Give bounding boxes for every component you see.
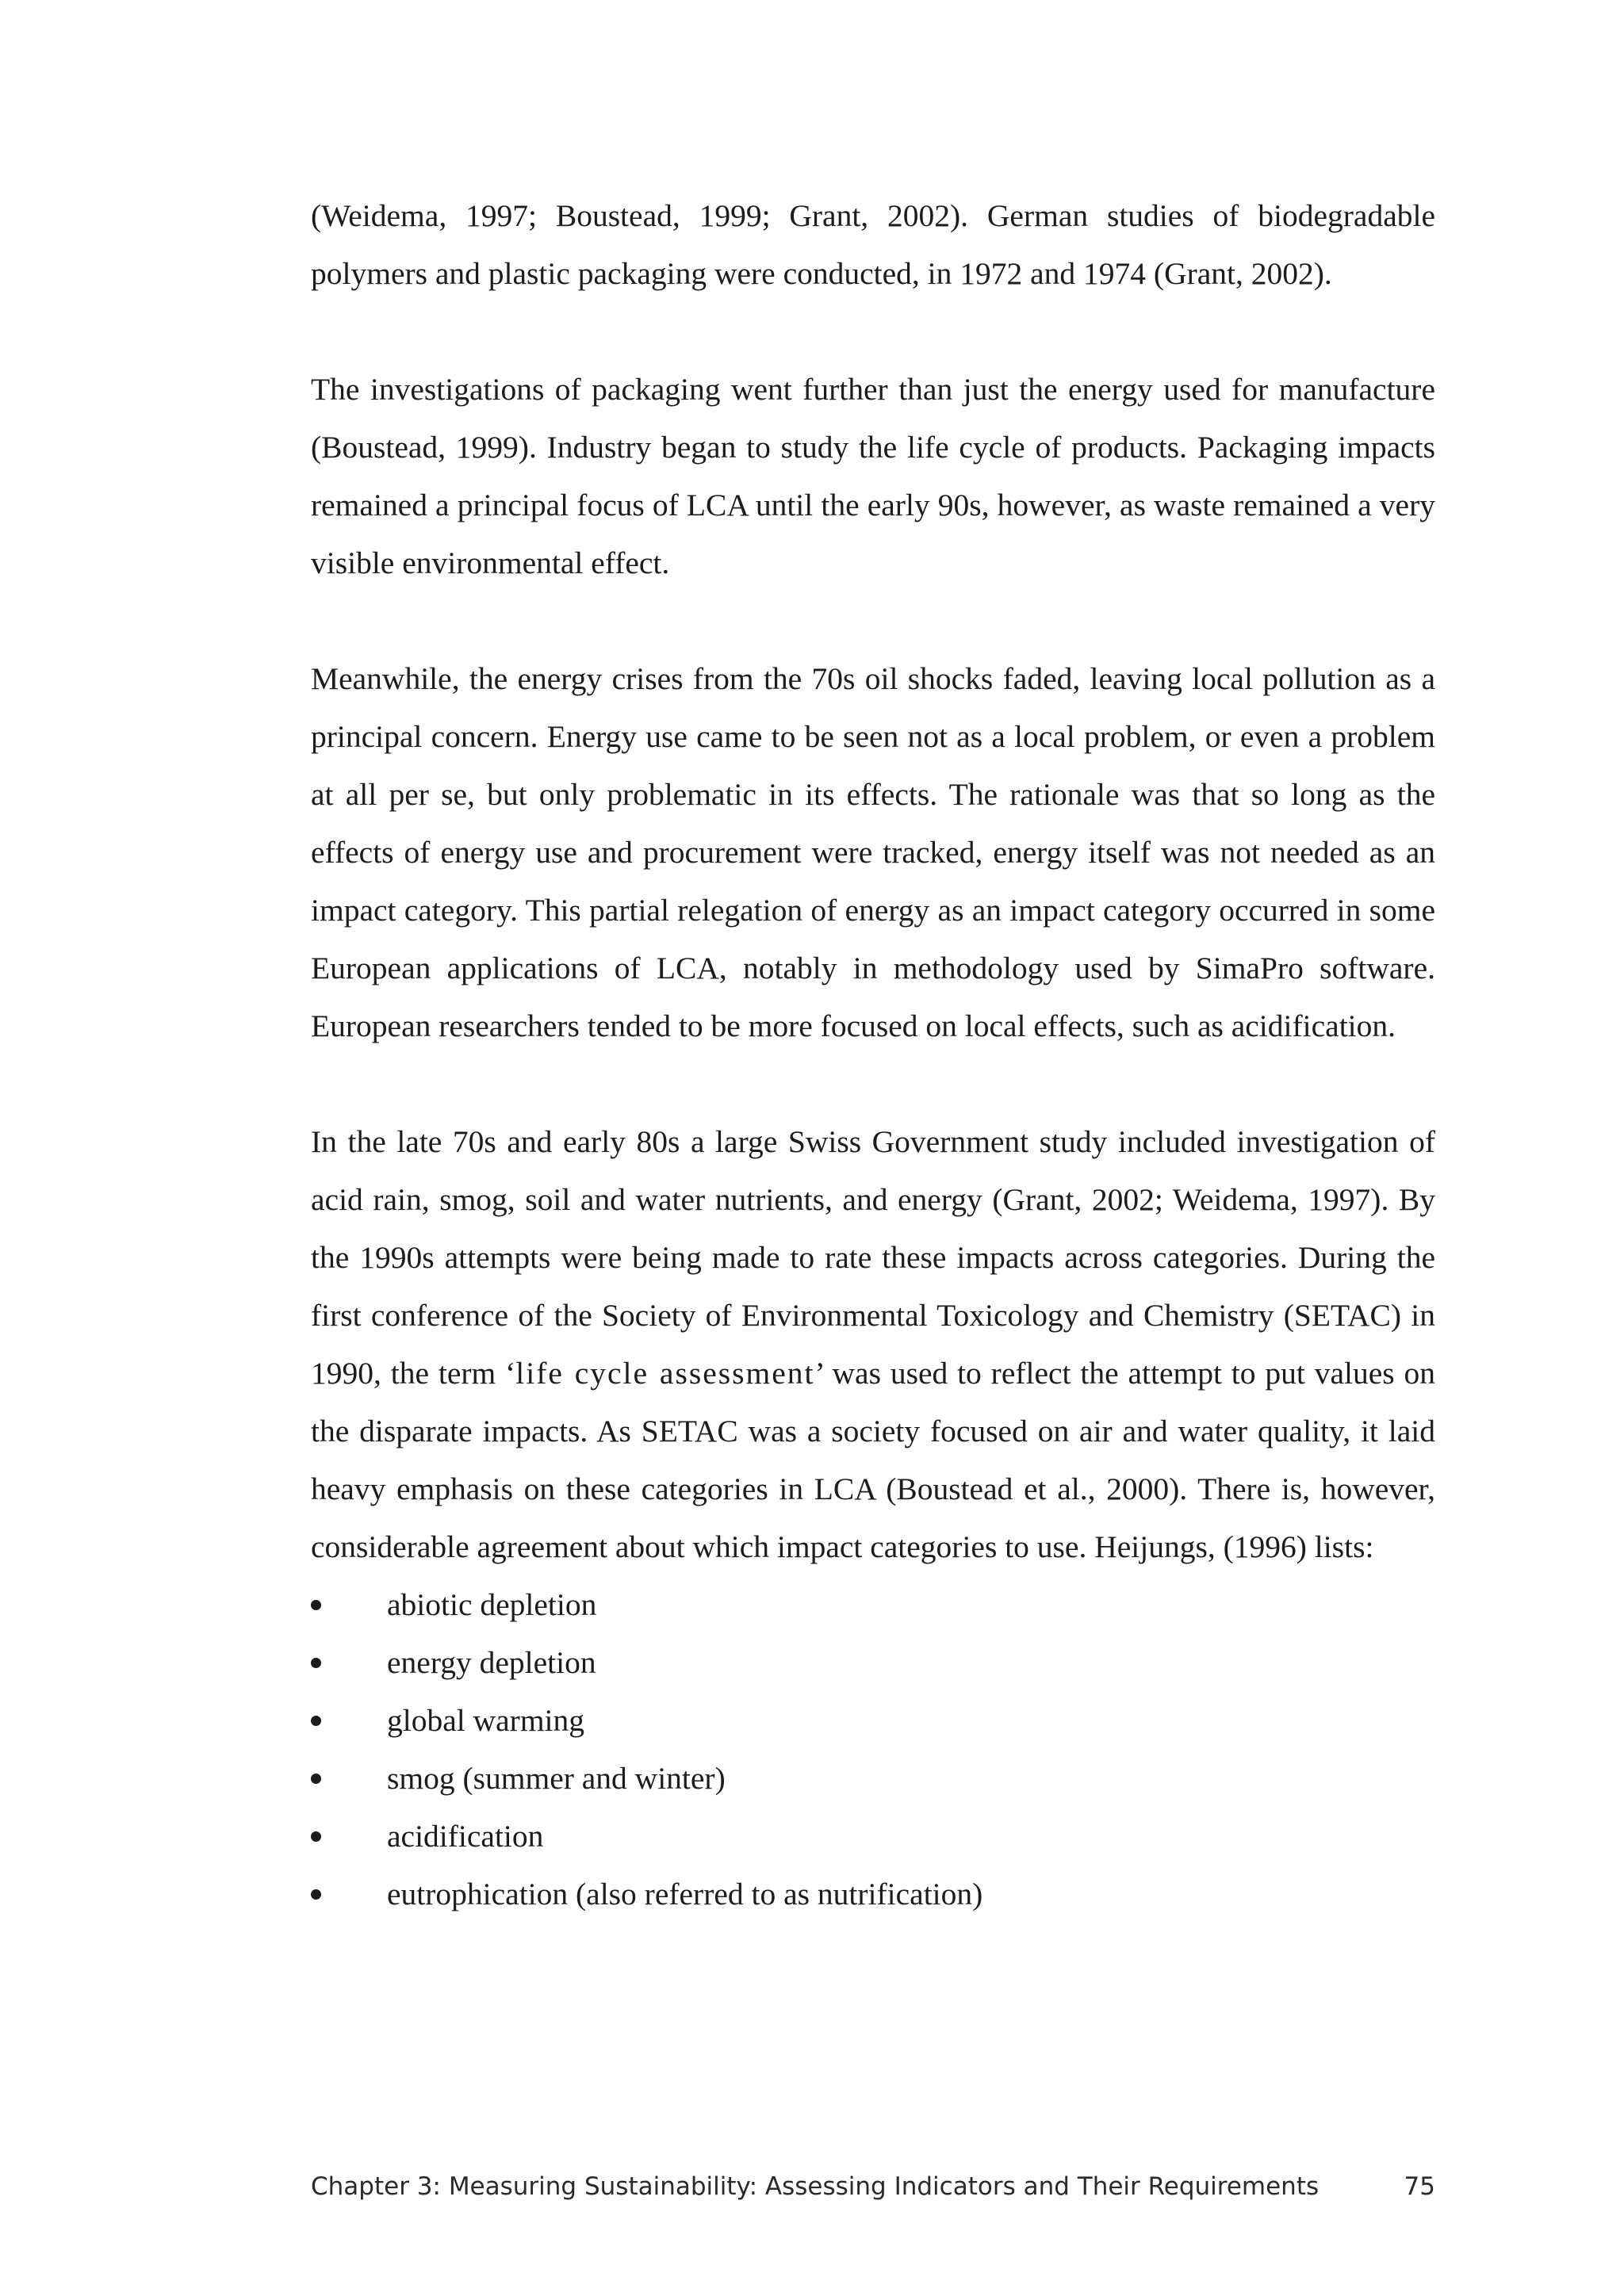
- paragraph-3: Meanwhile, the energy crises from the 70s oil shocks faded, leaving local pollution as a principal concern. Energy use came to be seen not as a local problem, or even a problem at all per se, but only problematic in its effects. The rationale was that so long as the effects of energy use and procurement were tracked, energy itself was not needed as an impact category. This partial relegation of energy as an impact category occurred in some European applications of LCA, notably in methodology used by SimaPro software. European researchers tended to be more focused on local effects, such as acidification.: [311, 661, 1435, 1043]
- chapter-title: Chapter 3: Measuring Sustainability: Assessing Indicators and Their Requirements: [311, 2172, 1320, 2201]
- list-item-text: smog (summer and winter): [387, 1761, 726, 1796]
- paragraph-1: (Weidema, 1997; Boustead, 1999; Grant, 2002). German studies of biodegradable polymers and plastic packaging were conducted, in 1972 and 1974 (Grant, 2002).: [311, 198, 1435, 291]
- page-number: 75: [1404, 2172, 1435, 2201]
- list-item: [311, 1692, 1435, 1750]
- paragraph-4-after: ’ was used to reflect the attempt to put values on the disparate impacts. As SETAC was a society focused on air and water quality, it laid heavy emphasis on these categories in LCA (Boustead et al., 2000). There is, however, considerable agreement about which impact categories to use. Heijungs, (1996) lists:: [311, 1356, 1435, 1564]
- list-item: [311, 1576, 1435, 1634]
- list-item-text: global warming: [387, 1703, 585, 1738]
- list-item-text: energy depletion: [387, 1645, 596, 1680]
- paragraph-4: [311, 1113, 1435, 1576]
- paragraph-4-before: In the late 70s and early 80s a large Swiss Government study included investigation of acid rain, smog, soil and water nutrients, and energy (Grant, 2002; Weidema, 1997). By the 1990s attempts were being made to rate these impacts across categories. During the first conference of the Society of Environmental Toxicology and Chemistry (SETAC) in 1990, the term ‘: [311, 1124, 1435, 1391]
- bullet-icon: [311, 1716, 321, 1726]
- list-item: [311, 1634, 1435, 1692]
- bullet-icon: [311, 1889, 321, 1900]
- list-item: [311, 1750, 1435, 1808]
- bullet-icon: [311, 1831, 321, 1842]
- paragraph-2: The investigations of packaging went further than just the energy used for manufacture (Boustead, 1999). Industry began to study the life cycle of products. Packaging impacts remained a principal focus of LCA until the early 90s, however, as waste remained a very visible environmental effect.: [311, 372, 1435, 580]
- list-item-text: abiotic depletion: [387, 1587, 597, 1622]
- page-body: [311, 187, 1435, 1923]
- list-item-text: acidification: [387, 1819, 544, 1854]
- list-item-text: eutrophication (also referred to as nutrification): [387, 1877, 983, 1911]
- list-item: [311, 1808, 1435, 1866]
- bullet-icon: [311, 1774, 321, 1784]
- list-item: [311, 1866, 1435, 1923]
- bullet-icon: [311, 1658, 321, 1668]
- impact-category-list: [311, 1576, 1435, 1923]
- emphasized-term: life cycle assessment: [515, 1356, 815, 1391]
- bullet-icon: [311, 1600, 321, 1610]
